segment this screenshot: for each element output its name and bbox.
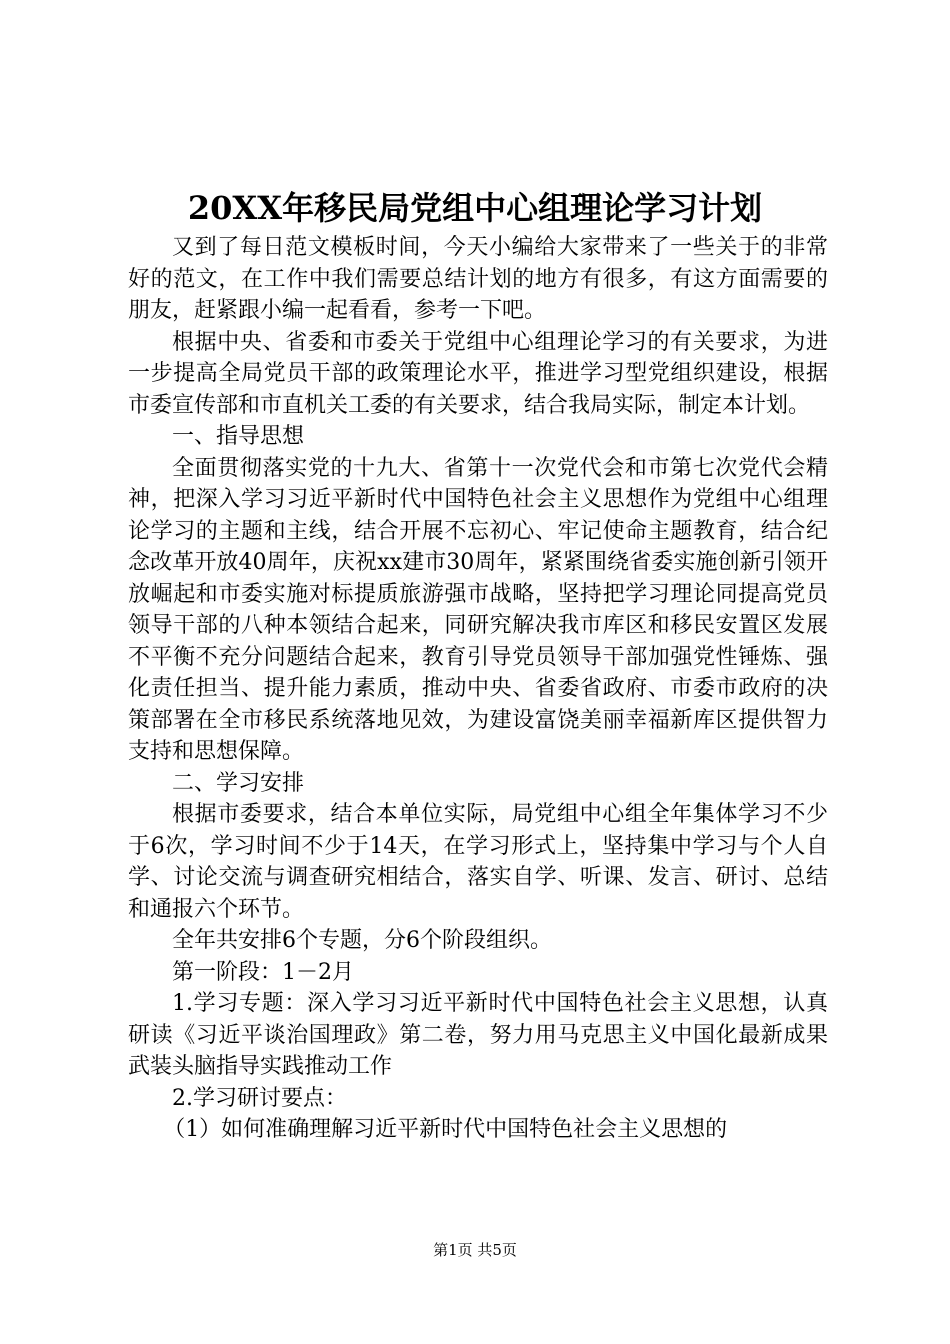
study-discussion-points-item: 2.学习研讨要点： [172, 1085, 347, 1111]
discussion-point-one: （1）如何准确理解习近平新时代中国特色社会主义思想的 [163, 1117, 728, 1142]
document-body [128, 232, 828, 1146]
section-heading-guiding-thought: 一、指导思想 [172, 424, 305, 449]
stage-one-heading: 第一阶段：1－2月 [172, 959, 354, 985]
guiding-thought-paragraph: 全面贯彻落实党的十九大、省第十一次党代会和市第七次党代会精神，把深入学习习近平新时代中国特色社会主义思想作为党组中心组理论学习的主题和主线，结合开展不忘初心、牢记使命主题教育，结合纪念改革开放40周年，庆祝xx建市30周年，紧紧围绕省委实施创新引领开放崛起和市委实施对标提质旅游强市战略，坚持把学习理论同提高党员领导干部的八种本领结合起来，同研究解决我市库区和移民安置区发展不平衡不充分问题结合起来，教育引导党员领导干部加强党性锤炼、强化责任担当、提升能力素质，推动中央、省委省政府、市委市政府的决策部署在全市移民系统落地见效，为建设富饶美丽幸福新库区提供智力支持和思想保障。 [128, 455, 828, 764]
page-footer: 第1页 共5页 [433, 1241, 517, 1259]
document-title: 20XX年移民局党组中心组理论学习计划 [187, 189, 763, 227]
study-topic-item: 1.学习专题：深入学习习近平新时代中国特色社会主义思想，认真研读《习近平谈治国理政》第二卷，努力用马克思主义中国化最新成果武装头脑指导实践推动工作 [128, 991, 828, 1079]
study-arrangement-paragraph: 根据市委要求，结合本单位实际，局党组中心组全年集体学习不少于6次，学习时间不少于14天，在学习形式上，坚持集中学习与个人自学、讨论交流与调查研究相结合，落实自学、听课、发言、研讨、总结和通报六个环节。 [128, 802, 828, 922]
basis-paragraph: 根据中央、省委和市委关于党组中心组理论学习的有关要求，为进一步提高全局党员干部的政策理论水平，推进学习型党组织建设，根据市委宣传部和市直机关工委的有关要求，结合我局实际，制定本计划。 [128, 329, 828, 418]
section-heading-study-arrangement: 二、学习安排 [172, 770, 305, 796]
topics-summary-paragraph: 全年共安排6个专题，分6个阶段组织。 [172, 928, 552, 953]
intro-paragraph: 又到了每日范文模板时间，今天小编给大家带来了一些关于的非常好的范文，在工作中我们需要总结计划的地方有很多，有这方面需要的朋友，赶紧跟小编一起看看，参考一下吧。 [128, 235, 828, 323]
